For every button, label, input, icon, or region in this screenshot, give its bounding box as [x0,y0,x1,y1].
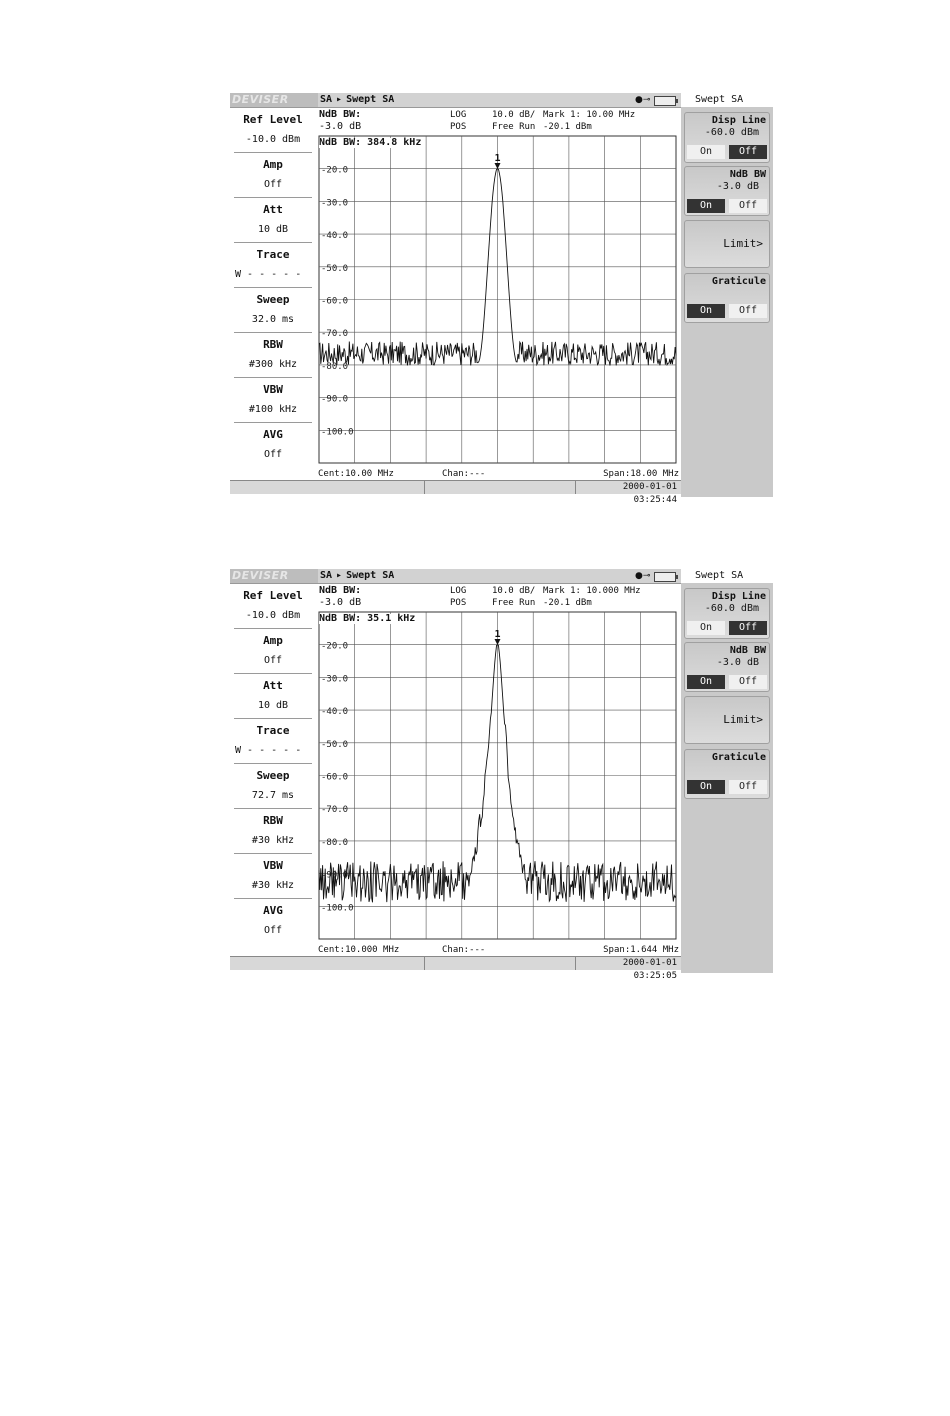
trace-value: W - - - - - [235,745,302,756]
mode-arrow-icon: ▸ [336,94,343,105]
y-axis-label: -50.0 [321,263,349,274]
ndb-bw-off-toggle[interactable]: Off [729,199,767,213]
graticule-softkey[interactable] [684,273,770,323]
usb-icon: ●⊸ [635,571,651,581]
y-axis-label: -90.0 [321,394,349,405]
channel-readout: Chan:--- [442,469,486,479]
softkey-menu-title: Swept SA [681,93,773,107]
amp-item[interactable] [230,629,316,674]
ndb-bw-label: NdB BW: [319,109,362,120]
center-frequency: Cent:10.000 MHz [318,945,400,955]
scale-type: LOG [450,586,467,596]
spectrum-graticule[interactable] [319,612,676,939]
analyzer-screenshot-1 [230,93,773,505]
y-axis-label: -40.0 [321,231,349,242]
limit-label: Limit> [723,237,763,250]
y-axis-label: -100.0 [321,903,354,914]
disp-line-label: Disp Line [711,591,766,602]
avg-label: AVG [263,428,283,441]
scale-per-div: 10.0 dB/ [492,586,536,596]
disp-line-off-toggle[interactable]: Off [729,145,767,159]
vbw-label: VBW [263,859,283,872]
sweep-value: 72.7 ms [251,790,295,801]
graticule-off-toggle[interactable]: Off [729,780,767,794]
ndb-bw-softkey-label: NdB BW [729,645,766,656]
spectrum-plot [319,612,676,939]
title-bar [230,569,681,584]
status-bar [230,956,681,981]
trace-value: W - - - - - [235,269,302,280]
ndb-bw-setting: -3.0 dB [319,121,362,132]
limit-label: Limit> [723,713,763,726]
marker-level: -20.1 dBm [543,122,592,132]
limit-softkey[interactable] [684,696,770,744]
ndb-bw-label: NdB BW: [319,585,362,596]
disp-line-value: -60.0 dBm [704,127,759,138]
rbw-label: RBW [263,814,283,827]
att-value: 10 dB [257,224,289,235]
disp-line-value: -60.0 dBm [704,603,759,614]
ref-level-item[interactable] [230,108,316,153]
mode-arrow-icon: ▸ [336,570,343,581]
avg-value: Off [263,449,283,460]
marker-1-label: 1 [494,153,501,165]
battery-icon [654,96,676,106]
usb-icon: ●⊸ [635,95,651,105]
sweep-label: Sweep [256,769,290,782]
trigger-mode: Free Run [492,598,536,608]
att-item[interactable] [230,198,316,243]
status-bar [230,480,681,505]
spectrum-display [318,584,681,956]
status-cell-1 [230,481,425,494]
spectrum-graticule[interactable] [319,136,676,463]
y-axis-label: -100.0 [321,427,354,438]
graticule-softkey[interactable] [684,749,770,799]
trace-item[interactable] [230,243,316,288]
sweep-value: 32.0 ms [251,314,295,325]
att-label: Att [263,203,283,216]
amp-label: Amp [263,158,283,171]
y-axis-label: -90.0 [321,870,349,881]
att-item[interactable] [230,674,316,719]
marker-frequency: Mark 1: 10.000 MHz [543,586,641,596]
limit-softkey[interactable] [684,220,770,268]
rbw-item[interactable] [230,333,316,378]
rbw-value: #300 kHz [248,359,298,370]
vbw-label: VBW [263,383,283,396]
marker-level: -20.1 dBm [543,598,592,608]
avg-item[interactable] [230,423,316,468]
ref-level-label: Ref Level [243,113,303,126]
att-value: 10 dB [257,700,289,711]
trace-item[interactable] [230,719,316,764]
scale-type: LOG [450,110,467,120]
y-axis-label: -80.0 [321,837,349,848]
ndb-bw-on-toggle[interactable]: On [687,675,725,689]
ndb-bw-on-toggle[interactable]: On [687,199,725,213]
ndb-bw-result: NdB BW: 35.1 kHz [319,613,416,624]
graticule-off-toggle[interactable]: Off [729,304,767,318]
y-axis-label: -30.0 [321,674,349,685]
y-axis-label: -50.0 [321,739,349,750]
sweep-item[interactable] [230,288,316,333]
avg-item[interactable] [230,899,316,944]
ndb-bw-softkey[interactable] [684,642,770,692]
y-axis-label: -40.0 [321,707,349,718]
y-axis-label: -20.0 [321,641,349,652]
ref-level-value: -10.0 dBm [245,134,301,145]
y-axis-label: -70.0 [321,329,349,340]
span-readout: Span:1.644 MHz [603,945,679,955]
battery-icon [654,572,676,582]
disp-line-on-toggle[interactable]: On [687,145,725,159]
ndb-bw-softkey[interactable] [684,166,770,216]
graticule-label: Graticule [711,276,766,287]
vbw-item[interactable] [230,378,316,423]
graticule-on-toggle[interactable]: On [687,304,725,318]
vbw-item[interactable] [230,854,316,899]
amp-label: Amp [263,634,283,647]
scale-per-div: 10.0 dB/ [492,110,536,120]
detector-mode: POS [450,122,467,132]
graticule-label: Graticule [711,752,766,763]
ndb-bw-softkey-value: -3.0 dB [716,657,759,668]
sweep-label: Sweep [256,293,290,306]
softkey-panel [681,569,773,973]
disp-line-label: Disp Line [711,115,766,126]
mode-indicator[interactable] [320,93,398,107]
ref-level-label: Ref Level [243,589,303,602]
ndb-bw-softkey-value: -3.0 dB [716,181,759,192]
softkey-panel [681,93,773,497]
channel-readout: Chan:--- [442,945,486,955]
disp-line-off-toggle[interactable]: Off [729,621,767,635]
rbw-item[interactable] [230,809,316,854]
marker-frequency: Mark 1: 10.00 MHz [543,110,636,120]
brand-logo: DEVISER [230,93,318,107]
att-label: Att [263,679,283,692]
spectrum-plot [319,136,676,463]
disp-line-softkey[interactable] [684,588,770,639]
graticule-on-toggle[interactable]: On [687,780,725,794]
avg-value: Off [263,925,283,936]
rbw-value: #30 kHz [251,835,295,846]
y-axis-label: -60.0 [321,772,349,783]
mode-label: SA [320,94,333,105]
ref-level-value: -10.0 dBm [245,610,301,621]
title-bar [230,93,681,108]
ndb-bw-setting: -3.0 dB [319,597,362,608]
disp-line-softkey[interactable] [684,112,770,163]
rbw-label: RBW [263,338,283,351]
ndb-bw-softkey-label: NdB BW [729,169,766,180]
y-axis-label: -30.0 [321,198,349,209]
avg-label: AVG [263,904,283,917]
vbw-value: #30 kHz [251,880,295,891]
left-parameter-panel [230,584,316,956]
status-cell-2 [425,481,576,494]
softkey-menu-title: Swept SA [681,569,773,583]
submode-label: Swept SA [346,94,395,105]
mode-label: SA [320,570,333,581]
spectrum-display [318,108,681,480]
amp-value: Off [263,655,283,666]
y-axis-label: -20.0 [321,165,349,176]
y-axis-label: -70.0 [321,805,349,816]
analyzer-screenshot-2 [230,569,773,981]
y-axis-label: -80.0 [321,361,349,372]
amp-item[interactable] [230,153,316,198]
timestamp: 2000-01-01 03:25:44 [622,482,677,505]
brand-logo: DEVISER [230,569,318,583]
center-frequency: Cent:10.00 MHz [318,469,394,479]
status-cell-1 [230,957,425,970]
timestamp: 2000-01-01 03:25:05 [622,958,677,981]
marker-1-label: 1 [494,629,501,641]
y-axis-label: -60.0 [321,296,349,307]
ref-level-item[interactable] [230,584,316,629]
trigger-mode: Free Run [492,122,536,132]
detector-mode: POS [450,598,467,608]
status-cell-2 [425,957,576,970]
submode-label: Swept SA [346,570,395,581]
vbw-value: #100 kHz [248,404,298,415]
ndb-bw-off-toggle[interactable]: Off [729,675,767,689]
mode-indicator[interactable] [320,569,398,583]
trace-label: Trace [256,724,290,737]
trace-label: Trace [256,248,290,261]
disp-line-on-toggle[interactable]: On [687,621,725,635]
ndb-bw-result: NdB BW: 384.8 kHz [319,137,422,148]
span-readout: Span:18.00 MHz [603,469,679,479]
amp-value: Off [263,179,283,190]
left-parameter-panel [230,108,316,480]
sweep-item[interactable] [230,764,316,809]
